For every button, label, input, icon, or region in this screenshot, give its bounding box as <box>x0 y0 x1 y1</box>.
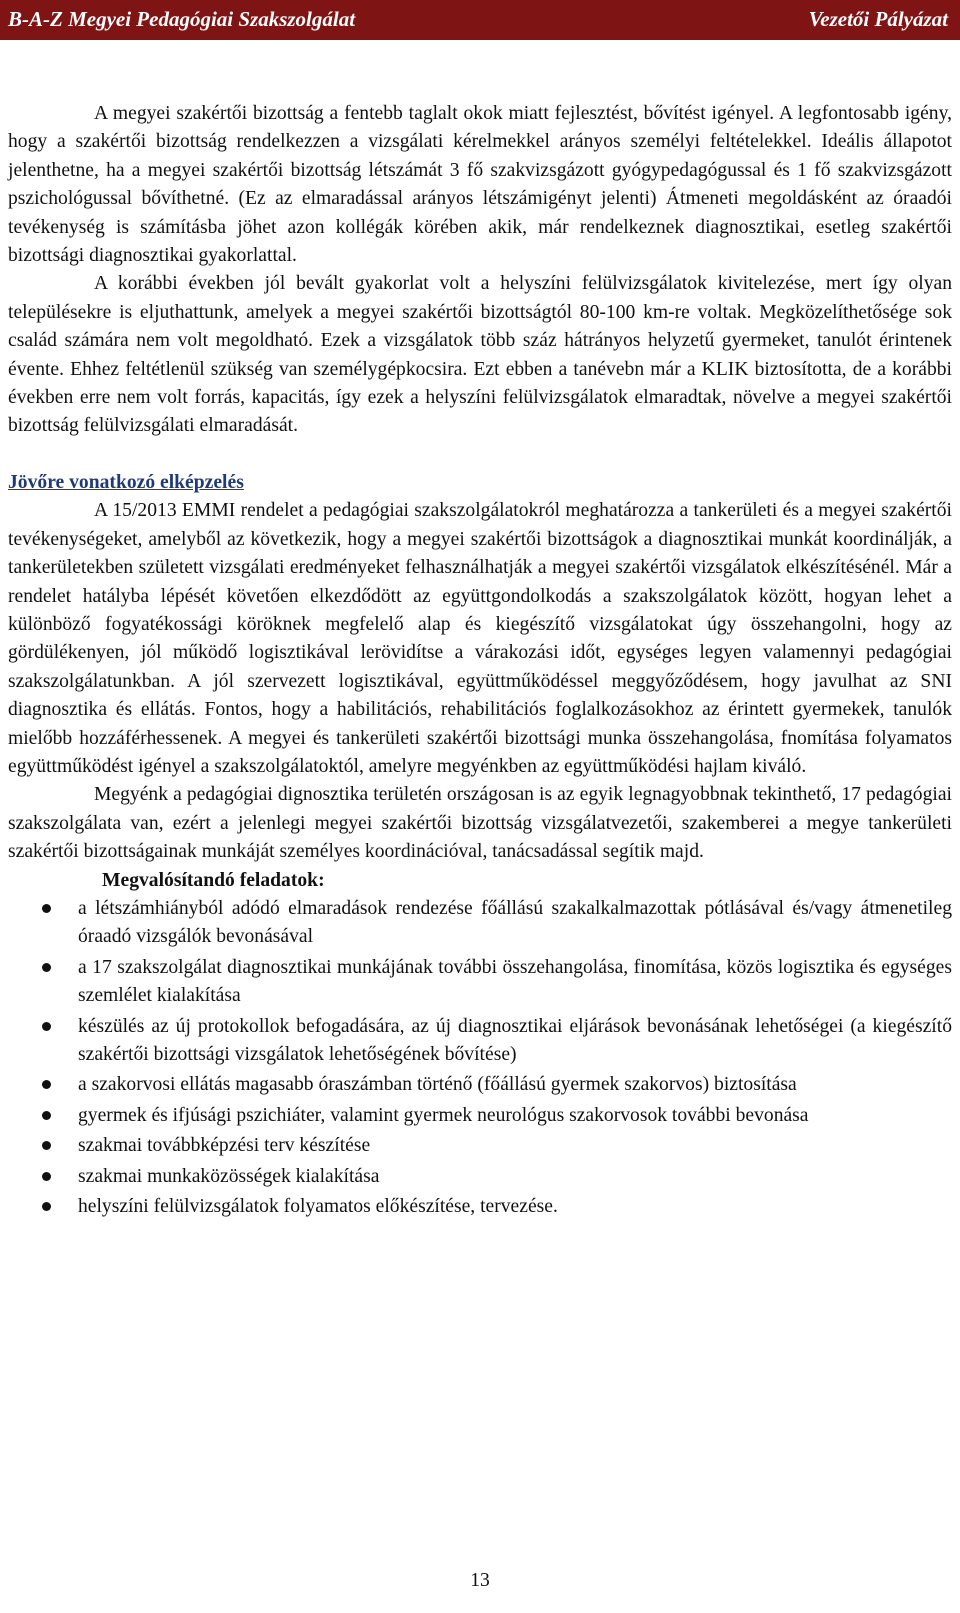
task-text: gyermek és ifjúsági pszichiáter, valamint gyermek neurológus szakorvosok további bevonása <box>78 1104 809 1126</box>
task-text: szakmai továbbképzési terv készítése <box>78 1135 371 1157</box>
bullet-icon <box>42 963 51 972</box>
paragraph-staffing: A megyei szakértői bizottság a fentebb taglalt okok miatt fejlesztést, bővítést igényel. A legfontosabb igény, hogy a szakértői bizottság rendelkezzen a vizsgálati kérelmekkel arányos személyi feltételekkel. Ideális állapotot jelenthetne, ha a megyei szakértői bizottság létszámát 3 fő szakvizsgázott gyógypedagógussal és 1 fő szakvizsgázott pszichológussal bővíthetné. (Ez az elmaradással arányos létszámigényt jelenti) Átmeneti megoldásként az óraadói tevékenység is számításba jöhet azon kollégák körében akik, már rendelkeznek diagnosztikai, esetleg szakértői bizottsági diagnosztikai gyakorlattal. <box>8 103 952 267</box>
page-number: 13 <box>470 1570 490 1591</box>
bullet-icon <box>42 1202 51 1211</box>
section-heading: Jövőre vonatkozó elképzelés <box>8 471 244 493</box>
task-text: a szakorvosi ellátás magasabb óraszámban történő (főállású gyermek szakorvos) biztosítása <box>78 1074 797 1096</box>
header-document-title: Vezetői Pályázat <box>808 7 948 31</box>
bullet-icon <box>42 1141 51 1150</box>
page-header <box>0 0 960 40</box>
tasks-list <box>8 895 952 1221</box>
spacer <box>8 441 952 469</box>
document-body <box>8 100 952 1223</box>
header-institution-title: B-A-Z Megyei Pedagógiai Szakszolgálat <box>8 7 356 31</box>
task-text: helyszíni felülvizsgálatok folyamatos előkészítése, tervezése. <box>78 1196 558 1218</box>
bullet-icon <box>42 1111 51 1120</box>
bullet-icon <box>42 1172 51 1181</box>
list-item <box>78 895 952 952</box>
task-text: készülés az új protokollok befogadására, az új diagnosztikai eljárások bevonásának lehetőségei (a kiegészítő szakértői bizottsági vizsgálatok lehetőségének bővítése) <box>78 1015 952 1065</box>
bullet-icon <box>42 904 51 913</box>
list-item <box>78 954 952 1011</box>
task-text: a 17 szakszolgálat diagnosztikai munkájának további összehangolása, finomítása, közös logisztika és egységes szemlélet kialakítása <box>78 956 952 1007</box>
paragraph-regulation: A 15/2013 EMMI rendelet a pedagógiai szakszolgálatokról meghatározza a tankerületi és a megyei szakértői tevékenységeket, amelyből az következik, hogy a megyei szakértői bizottságok a diagnosztikai munkát koordinálják, a tankerületekben született vizsgálati eredményeket felhasználhatják a megyei szakértői vizsgálatok elkészítésénél. Már a rendelet hatályba lépését követően elkezdődött az együttgondolkodás a szakszolgálatok között, hogyan lehet a különböző fogyatékossági köröknek megfelelő alap és kiegészítő vizsgálatokat úgy összehangolni, hogy az gördülékenyen, jól működő logisztikával lerövidítse a várakozási időt, egységes legyen valamennyi pedagógiai szakszolgálatunkban. A jól szervezett logisztikával, együttműködéssel meggyőződésem, hogy javulhat az SNI diagnosztika és ellátás. Fontos, hogy a habilitációs, rehabilitációs foglalkozásokhoz az érintett gyermekek, tanulók mielőbb hozzáférhessenek. A megyei és tankerületi szakértői bizottsági munka összehangolása, fnomítása folyamatos együttműködést igényel a szakszolgálatoktól, amelyre megyénkben az együttműködési hajlam kiváló. <box>8 500 952 777</box>
task-text: szakmai munkaközösségek kialakítása <box>78 1165 380 1187</box>
list-item <box>78 1193 952 1221</box>
task-text: a létszámhiányból adódó elmaradások rendezése főállású szakalkalmazottak pótlásával és/vagy átmenetileg óraadó vizsgálók bevonásával <box>78 897 952 948</box>
list-item <box>78 1163 952 1191</box>
bullet-icon <box>42 1080 51 1089</box>
list-item <box>78 1132 952 1160</box>
list-item <box>78 1071 952 1099</box>
paragraph-onsite-reviews: A korábbi években jól bevált gyakorlat volt a helyszíni felülvizsgálatok kivitelezése, mert így olyan településekre is eljuthattunk, amelyek a megyei szakértői bizottságtól 80-100 km-re voltak. Megközelíthetősége sok család számára nem volt megoldható. Ezek a vizsgálatok több száz hátrányos helyzetű gyermeket, tanulót érintenek évente. Ehhez feltétlenül szükség van személygépkocsira. Ezt ebben a tanévebn már a KLIK biztosította, de a korábbi években erre nem volt forrás, kapacitás, így ezek a helyszíni felülvizsgálatok elmaradtak, növelve a megyei szakértői bizottság felülvizsgálati elmaradását. <box>8 273 952 437</box>
paragraph-county: Megyénk a pedagógiai dignosztika területén országosan is az egyik legnagyobbnak tekinthető, 17 pedagógiai szakszolgálata van, ezért a jelenlegi megyei szakértői bizottság vizsgálatvezetői, szakemberei a megye tankerületi szakértői bizottságainak munkáját személyes koordinációval, tanácsadással segítik majd. <box>8 784 952 863</box>
bullet-icon <box>42 1022 51 1031</box>
tasks-heading: Megvalósítandó feladatok: <box>102 869 325 891</box>
list-item <box>78 1102 952 1130</box>
list-item <box>78 1013 952 1070</box>
